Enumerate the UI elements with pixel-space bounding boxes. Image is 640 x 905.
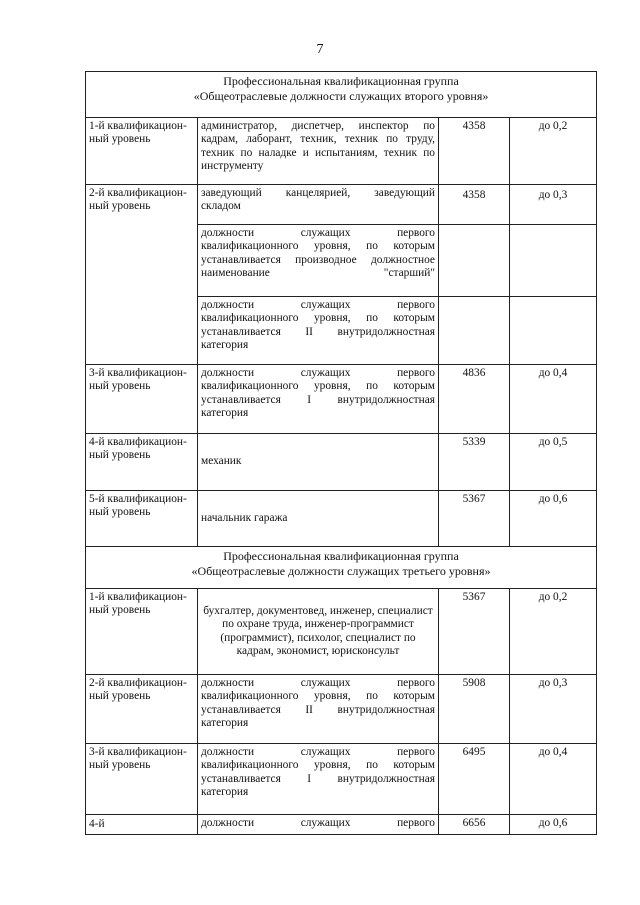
position-cell: должности служащих первого квалификационного уровня, по которым устанавливается II внутридолжностная категория bbox=[198, 297, 439, 365]
salary-cell: 4358 bbox=[439, 185, 510, 225]
salary-cell: 5908 bbox=[439, 675, 510, 744]
group-header bbox=[86, 547, 597, 589]
table-row bbox=[86, 675, 597, 744]
coefficient-cell: до 0,4 bbox=[510, 365, 597, 434]
position-cell: должности служащих первого квалификационного уровня, по которым устанавливается II внутридолжностная категория bbox=[198, 675, 439, 744]
position-cell: бухгалтер, документовед, инженер, специалист по охране труда, инженер-программист (программист), психолог, специалист по кадрам, экономист, юрисконсульт bbox=[198, 589, 439, 675]
salary-cell-empty bbox=[439, 225, 510, 297]
table-row bbox=[86, 434, 597, 491]
coefficient-cell-empty bbox=[510, 297, 597, 365]
table-row bbox=[86, 589, 597, 675]
table-row bbox=[86, 815, 597, 835]
level-cell: 2-й квалификацион-ный уровень bbox=[86, 675, 198, 744]
coefficient-cell: до 0,3 bbox=[510, 675, 597, 744]
table-row bbox=[86, 365, 597, 434]
group-header-row bbox=[86, 72, 597, 118]
table-row bbox=[86, 744, 597, 815]
level-cell: 1-й квалификацион-ный уровень bbox=[86, 589, 198, 675]
qualification-table bbox=[85, 71, 597, 835]
coefficient-cell: до 0,4 bbox=[510, 744, 597, 815]
level-cell: 1-й квалификацион-ный уровень bbox=[86, 118, 198, 185]
group-subtitle: «Общеотраслевые должности служащих второго уровня» bbox=[193, 89, 489, 103]
coefficient-cell-empty bbox=[510, 225, 597, 297]
position-cell: начальник гаража bbox=[198, 491, 439, 547]
coefficient-cell: до 0,2 bbox=[510, 118, 597, 185]
level-cell: 2-й квалификацион-ный уровень bbox=[86, 185, 198, 365]
salary-cell: 6495 bbox=[439, 744, 510, 815]
salary-cell: 4836 bbox=[439, 365, 510, 434]
position-cell: должности служащих первого квалификационного уровня, по которым устанавливается производное должностное наименование "старший" bbox=[198, 225, 439, 297]
coefficient-cell: до 0,2 bbox=[510, 589, 597, 675]
salary-cell: 4358 bbox=[439, 118, 510, 185]
table-row bbox=[86, 185, 597, 225]
position-cell: заведующий канцелярией, заведующий складом bbox=[198, 185, 439, 225]
position-cell: механик bbox=[198, 434, 439, 491]
table-row bbox=[86, 491, 597, 547]
page-number: 7 bbox=[316, 42, 324, 57]
table-row bbox=[86, 118, 597, 185]
salary-cell-empty bbox=[439, 297, 510, 365]
coefficient-cell: до 0,6 bbox=[510, 815, 597, 835]
level-cell: 4-й квалификацион-ный уровень bbox=[86, 434, 198, 491]
group-header bbox=[86, 72, 597, 118]
group-subtitle: «Общеотраслевые должности служащих третьего уровня» bbox=[191, 564, 491, 578]
group-header-row bbox=[86, 547, 597, 589]
level-cell: 3-й квалификацион-ный уровень bbox=[86, 365, 198, 434]
level-cell: 5-й квалификацион-ный уровень bbox=[86, 491, 198, 547]
salary-cell: 6656 bbox=[439, 815, 510, 835]
level-cell: 4-й bbox=[86, 815, 198, 835]
position-cell: должности служащих первого квалификационного уровня, по которым устанавливается I внутридолжностная категория bbox=[198, 744, 439, 815]
group-title: Профессиональная квалификационная группа bbox=[223, 74, 459, 88]
salary-cell: 5339 bbox=[439, 434, 510, 491]
group-title: Профессиональная квалификационная группа bbox=[223, 549, 459, 563]
salary-cell: 5367 bbox=[439, 491, 510, 547]
salary-cell: 5367 bbox=[439, 589, 510, 675]
level-cell: 3-й квалификацион-ный уровень bbox=[86, 744, 198, 815]
position-cell: должности служащих первого квалификационного уровня, по которым устанавливается I внутридолжностная категория bbox=[198, 365, 439, 434]
coefficient-cell: до 0,6 bbox=[510, 491, 597, 547]
position-cell: администратор, диспетчер, инспектор по кадрам, лаборант, техник, техник по труду, техник по наладке и испытаниям, техник по инструменту bbox=[198, 118, 439, 185]
coefficient-cell: до 0,3 bbox=[510, 185, 597, 225]
coefficient-cell: до 0,5 bbox=[510, 434, 597, 491]
position-cell: должности служащих первого bbox=[198, 815, 439, 835]
